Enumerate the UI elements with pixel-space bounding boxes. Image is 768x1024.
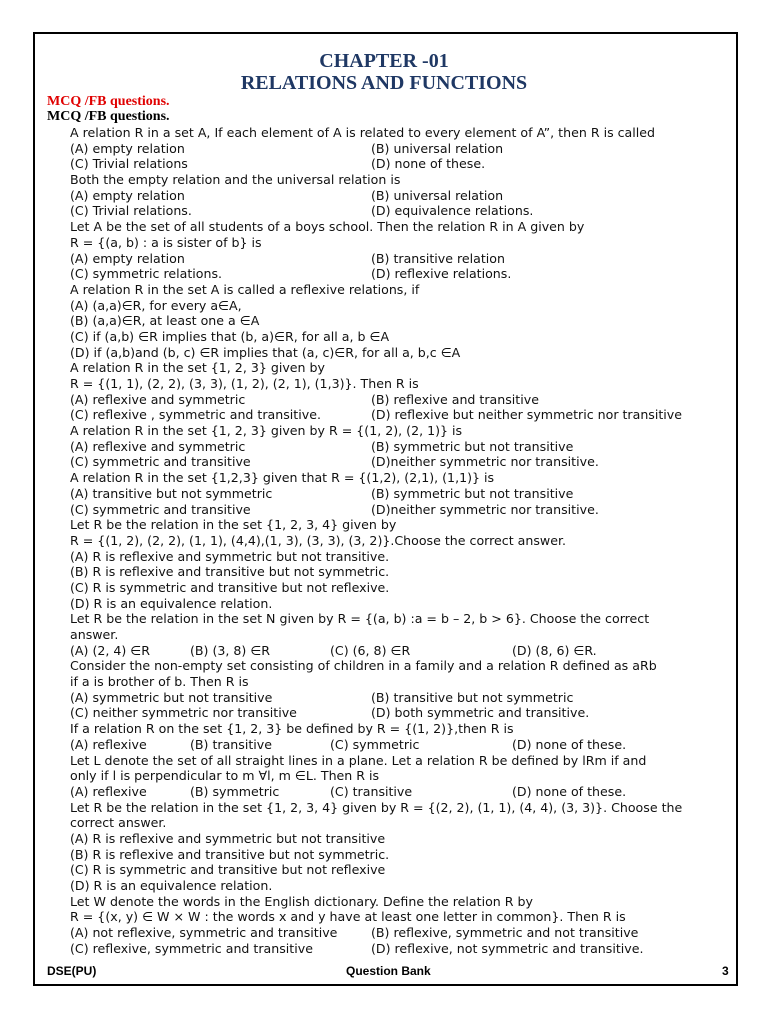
option-row xyxy=(70,925,720,941)
text-line: Let A be the set of all students of a boys school. Then the relation R in A given by xyxy=(70,219,585,235)
option-right: (B) universal relation xyxy=(371,187,504,203)
text-line: only if l is perpendicular to m ∀l, m ∈L. Then R is xyxy=(70,768,380,784)
option-left: (C) Trivial relations xyxy=(70,156,188,172)
option-left: (C) symmetric relations. xyxy=(70,266,223,282)
option-item: (C) transitive xyxy=(330,783,413,799)
option-right: (D) both symmetric and transitive. xyxy=(371,705,590,721)
text-line: R = {(a, b) : a is sister of b} is xyxy=(70,234,262,250)
text-line: Consider the non-empty set consisting of children in a family and a relation R defined as aRb xyxy=(70,658,657,674)
section-heading-red: MCQ /FB questions. xyxy=(47,94,170,109)
text-line: A relation R in the set {1,2,3} given that R = {(1,2), (2,1), (1,1)} is xyxy=(70,470,495,486)
chapter-title: RELATIONS AND FUNCTIONS xyxy=(240,72,528,94)
option-row xyxy=(70,941,720,957)
text-line: (A) R is reflexive and symmetric but not transitive. xyxy=(70,548,390,564)
text-line: Let R be the relation in the set N given by R = {(a, b) :a = b – 2, b > 6}. Choose the correct xyxy=(70,611,650,627)
option-right: (D)neither symmetric nor transitive. xyxy=(371,454,599,470)
option-row xyxy=(70,454,720,470)
text-line: (D) if (a,b)and (b, c) ∈R implies that (a, c)∈R, for all a, b,c ∈A xyxy=(70,344,461,360)
option-row xyxy=(70,705,720,721)
text-line: R = {(1, 2), (2, 2), (1, 1), (4,4),(1, 3), (3, 3), (3, 2)}.Choose the correct answer. xyxy=(70,532,566,548)
question-list xyxy=(70,125,720,956)
option-row xyxy=(70,502,720,518)
option-item: (A) reflexive xyxy=(70,783,147,799)
option-item: (D) (8, 6) ∈R. xyxy=(512,642,597,658)
text-line: (C) R is symmetric and transitive but not reflexive xyxy=(70,862,386,878)
option-left: (C) symmetric and transitive xyxy=(70,454,251,470)
page-number: 3 xyxy=(722,964,729,978)
text-line: R = {(1, 1), (2, 2), (3, 3), (1, 2), (2, 1), (1,3)}. Then R is xyxy=(70,376,419,391)
option-item: (A) reflexive xyxy=(70,736,147,752)
option-left: (A) empty relation xyxy=(70,140,185,156)
option-right: (D) equivalence relations. xyxy=(371,203,534,219)
option-row xyxy=(70,784,720,800)
option-item: (C) symmetric xyxy=(330,736,420,752)
text-line: (D) R is an equivalence relation. xyxy=(70,595,273,611)
text-line: A relation R in the set A is called a reflexive relations, if xyxy=(70,281,420,297)
text-line: Both the empty relation and the universal relation is xyxy=(70,172,401,188)
option-row xyxy=(70,486,720,502)
text-line: (B) R is reflexive and transitive but not symmetric. xyxy=(70,846,390,862)
option-right: (B) transitive but not symmetric xyxy=(371,689,574,705)
text-line: (A) (a,a)∈R, for every a∈A, xyxy=(70,297,242,313)
option-right: (B) reflexive and transitive xyxy=(371,391,539,407)
text-line: A relation R in a set A, If each element of A is related to every element of A”, then R is called xyxy=(70,125,656,140)
option-right: (B) symmetric but not transitive xyxy=(371,438,574,454)
option-right: (D) none of these. xyxy=(371,156,486,172)
option-left: (A) symmetric but not transitive xyxy=(70,689,273,705)
text-line: Let R be the relation in the set {1, 2, 3, 4} given by xyxy=(70,517,397,533)
text-line: R = {(x, y) ∈ W × W : the words x and y have at least one letter in common}. Then R is xyxy=(70,909,626,925)
text-line: Let L denote the set of all straight lines in a plane. Let a relation R be defined by lRm if and xyxy=(70,752,647,768)
text-line: A relation R in the set {1, 2, 3} given by R = {(1, 2), (2, 1)} is xyxy=(70,423,463,439)
option-row xyxy=(70,203,720,219)
option-item: (D) none of these. xyxy=(512,736,627,752)
option-row xyxy=(70,266,720,282)
footer-center: Question Bank xyxy=(346,964,431,978)
option-left: (C) reflexive , symmetric and transitive. xyxy=(70,407,321,423)
option-right: (D) reflexive but neither symmetric nor transitive xyxy=(371,407,683,423)
option-right: (D) reflexive, not symmetric and transitive. xyxy=(371,940,644,956)
option-item: (D) none of these. xyxy=(512,783,627,799)
option-item: (B) (3, 8) ∈R xyxy=(190,642,271,658)
option-left: (A) transitive but not symmetric xyxy=(70,485,273,501)
option-row xyxy=(70,156,720,172)
text-line: (A) R is reflexive and symmetric but not transitive xyxy=(70,830,386,846)
text-line: (B) (a,a)∈R, at least one a ∈A xyxy=(70,313,260,329)
option-right: (D) reflexive relations. xyxy=(371,266,512,282)
text-line: A relation R in the set {1, 2, 3} given by xyxy=(70,360,325,376)
option-row xyxy=(70,643,720,659)
text-line: if a is brother of b. Then R is xyxy=(70,674,249,690)
option-left: (C) Trivial relations. xyxy=(70,203,192,219)
text-line: Let W denote the words in the English dictionary. Define the relation R by xyxy=(70,893,533,909)
option-item: (B) transitive xyxy=(190,736,272,752)
option-right: (B) reflexive, symmetric and not transitive xyxy=(371,925,639,941)
option-left: (C) neither symmetric nor transitive xyxy=(70,705,297,721)
option-row xyxy=(70,188,720,204)
option-row xyxy=(70,690,720,706)
option-right: (D)neither symmetric nor transitive. xyxy=(371,501,599,517)
option-row xyxy=(70,392,720,408)
section-heading: MCQ /FB questions. xyxy=(47,109,170,124)
text-line: answer. xyxy=(70,627,119,642)
text-line: If a relation R on the set {1, 2, 3} be defined by R = {(1, 2)},then R is xyxy=(70,721,514,737)
option-left: (A) empty relation xyxy=(70,250,185,266)
footer-left: DSE(PU) xyxy=(47,964,97,978)
text-line: Let R be the relation in the set {1, 2, 3, 4} given by R = {(2, 2), (1, 1), (4, 4), (3, 3)}. Choose the xyxy=(70,799,683,815)
option-item: (B) symmetric xyxy=(190,783,280,799)
chapter-number: CHAPTER -01 xyxy=(319,50,449,72)
option-row xyxy=(70,251,720,267)
text-line: correct answer. xyxy=(70,815,167,831)
text-line: (C) R is symmetric and transitive but not reflexive. xyxy=(70,579,390,595)
option-item: (A) (2, 4) ∈R xyxy=(70,642,151,658)
option-left: (A) reflexive and symmetric xyxy=(70,438,246,454)
option-left: (A) empty relation xyxy=(70,187,185,203)
option-right: (B) universal relation xyxy=(371,140,504,156)
option-row xyxy=(70,141,720,157)
option-left: (C) reflexive, symmetric and transitive xyxy=(70,940,313,956)
option-right: (B) symmetric but not transitive xyxy=(371,485,574,501)
option-left: (C) symmetric and transitive xyxy=(70,501,251,517)
option-left: (A) not reflexive, symmetric and transitive xyxy=(70,925,338,941)
text-line: (D) R is an equivalence relation. xyxy=(70,878,273,893)
option-item: (C) (6, 8) ∈R xyxy=(330,642,411,658)
option-left: (A) reflexive and symmetric xyxy=(70,391,246,407)
option-row xyxy=(70,439,720,455)
option-row xyxy=(70,737,720,753)
text-line: (B) R is reflexive and transitive but not symmetric. xyxy=(70,564,390,580)
text-line: (C) if (a,b) ∈R implies that (b, a)∈R, for all a, b ∈A xyxy=(70,328,390,344)
option-row xyxy=(70,407,720,423)
option-right: (B) transitive relation xyxy=(371,250,505,266)
